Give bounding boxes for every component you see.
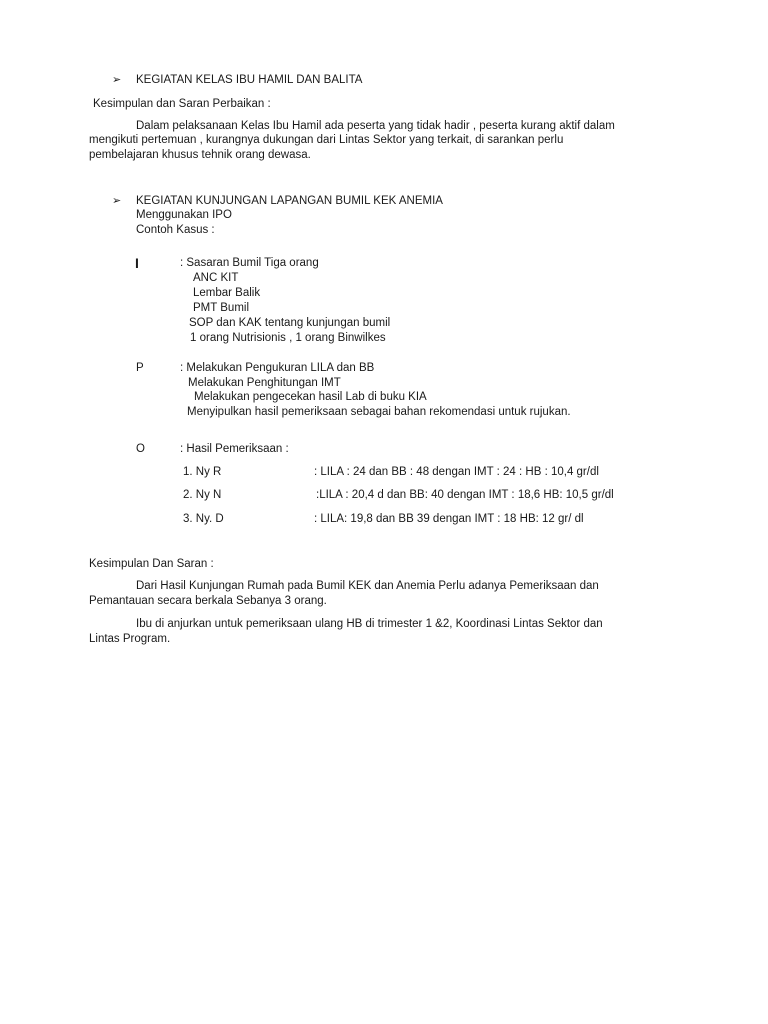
result-name: 1. Ny R (183, 466, 222, 478)
conclusion-heading: Kesimpulan Dan Saran : (89, 558, 214, 570)
ipo-i-line: : Sasaran Bumil Tiga orang (180, 257, 319, 269)
result-value: :LILA : 20,4 d dan BB: 40 dengan IMT : 18,6 HB: 10,5 gr/dl (316, 489, 614, 501)
ipo-i-line: ANC KIT (193, 272, 239, 284)
arrow-bullet-icon: ➢ (112, 195, 122, 207)
result-name: 2. Ny N (183, 489, 222, 501)
conclusion-para2-line: Ibu di anjurkan untuk pemeriksaan ulang HB di trimester 1 &2, Koordinasi Lintas Sektor dan (136, 618, 603, 630)
ipo-p-line: : Melakukan Pengukuran LILA dan BB (180, 362, 375, 374)
ipo-i-line: 1 orang Nutrisionis , 1 orang Binwilkes (190, 332, 386, 344)
result-name: 3. Ny. D (183, 513, 224, 525)
ipo-o-letter: O (136, 443, 145, 455)
section1-para-line: Dalam pelaksanaan Kelas Ibu Hamil ada peserta yang tidak hadir , peserta kurang aktif dalam (136, 120, 615, 132)
result-value: : LILA : 24 dan BB : 48 dengan IMT : 24 : HB : 10,4 gr/dl (314, 466, 599, 478)
ipo-p-line: Menyipulkan hasil pemeriksaan sebagai bahan rekomendasi untuk rujukan. (187, 406, 571, 418)
section1-para-line: mengikuti pertemuan , kurangnya dukungan dari Lintas Sektor yang terkait, di sarankan perlu (89, 134, 564, 146)
section2-method: Menggunakan IPO (136, 209, 232, 221)
conclusion-para1-line: Dari Hasil Kunjungan Rumah pada Bumil KEK dan Anemia Perlu adanya Pemeriksaan dan (136, 580, 599, 592)
ipo-i-letter: I (135, 255, 139, 271)
ipo-p-letter: P (136, 362, 144, 374)
ipo-i-line: Lembar Balik (193, 287, 261, 299)
section2-heading: KEGIATAN KUNJUNGAN LAPANGAN BUMIL KEK ANEMIA (136, 195, 443, 207)
section1-heading: KEGIATAN KELAS IBU HAMIL DAN BALITA (136, 74, 363, 86)
section1-subheading: Kesimpulan dan Saran Perbaikan : (93, 98, 271, 110)
conclusion-para2-line: Lintas Program. (89, 633, 171, 645)
section2-case-label: Contoh Kasus : (136, 224, 215, 236)
ipo-p-line: Melakukan Penghitungan IMT (188, 377, 341, 389)
ipo-p-line: Melakukan pengecekan hasil Lab di buku KIA (194, 391, 427, 403)
section1-para-line: pembelajaran khusus tehnik orang dewasa. (89, 149, 311, 161)
ipo-o-header: : Hasil Pemeriksaan : (180, 443, 289, 455)
ipo-i-line: PMT Bumil (193, 302, 250, 314)
arrow-bullet-icon: ➢ (112, 74, 122, 86)
result-value: : LILA: 19,8 dan BB 39 dengan IMT : 18 HB: 12 gr/ dl (314, 513, 584, 525)
ipo-i-line: SOP dan KAK tentang kunjungan bumil (189, 317, 391, 329)
conclusion-para1-line: Pemantauan secara berkala Sebanya 3 orang. (89, 595, 327, 607)
